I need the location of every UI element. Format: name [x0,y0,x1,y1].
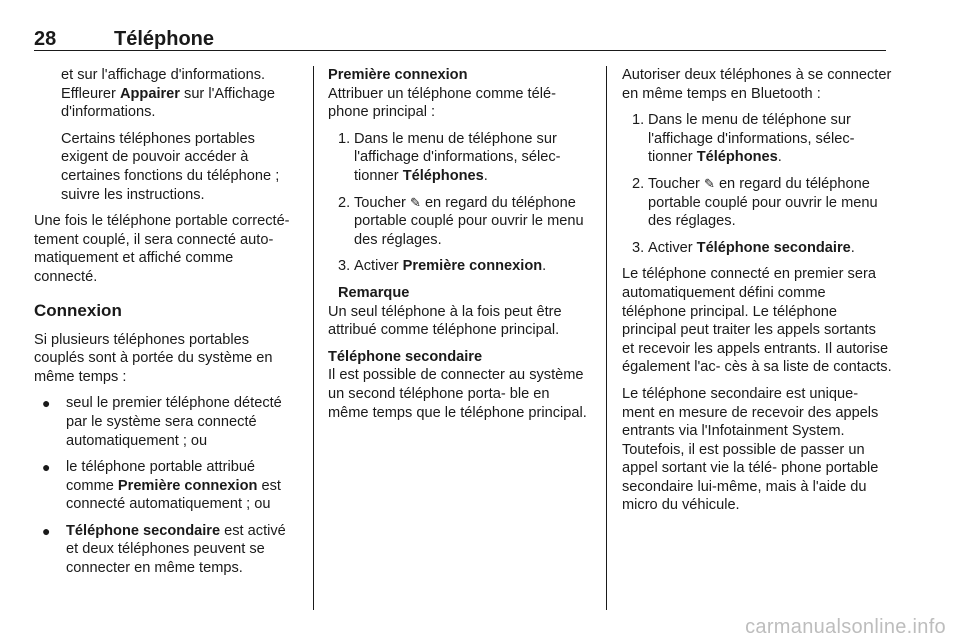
ui-term: Téléphone secondaire [66,522,221,539]
ui-term: Première connexion [402,258,543,275]
column-3 [622,66,892,523]
list-item: 3. Activer Première connexion. [338,258,547,275]
edit-icon: ✎ [409,194,421,210]
paragraph: Une fois le téléphone portable correcté- tement couplé, il sera connecté auto- matiquement et affiché comme connecté. [34,213,290,285]
paragraph: Le téléphone connecté en premier sera automatiquement défini comme téléphone principal. Le téléphone principal peut traiter les appels sortants et recevoir les appels entrants. Il autorise également l'ac- cès à sa liste de contacts. [622,266,892,376]
note-heading: Remarque [338,284,410,301]
step-number: 2. [338,194,351,211]
column-2 [328,66,594,430]
note-text: Un seul téléphone à la fois peut être attribué comme téléphone principal. [328,303,562,339]
page-number: 28 [34,28,57,50]
subheading: Téléphone secondaire [328,348,483,365]
ui-term: Téléphone secondaire [696,239,851,256]
step-number: 1. [338,130,351,147]
ui-term: Appairer [119,85,180,102]
bullet-icon: ● [42,395,51,412]
edit-icon: ✎ [703,175,715,191]
list-item: 2. Toucher ✎ en regard du téléphone portable couplé pour ouvrir le menu des réglages. [338,194,584,248]
ui-term: Téléphones [402,167,484,184]
ui-term: Première connexion [117,477,258,494]
numbered-list [622,111,892,257]
list-item: 2. Toucher ✎ en regard du téléphone portable couplé pour ouvrir le menu des réglages. [632,175,878,230]
list-item: ● Téléphone secondaire est activé et deux téléphones peuvent se connecter en même temps. [42,522,286,577]
list-item: ● le téléphone portable attribué comme Première connexion est connecté automatiquement ; ou [42,459,281,513]
subheading: Première connexion [328,67,468,83]
section-heading: Connexion [34,300,122,320]
list-item: 1. Dans le menu de téléphone sur l'affichage d'informations, sélec- tionner Téléphones. [632,112,855,166]
numbered-list [328,130,594,276]
column-1 [34,66,300,586]
paragraph: Le téléphone secondaire est unique- ment en mesure de recevoir des appels entrants via l'Infotainment System. Toutefois, il est possible de passer un appel sortant vie la télé- phone portable secondaire lui-même, mais à l'aide du micro du véhicule. [622,385,879,514]
column-divider [606,66,607,610]
list-item: 1. Dans le menu de téléphone sur l'affichage d'informations, sélec- tionner Téléphones. [338,130,561,184]
watermark: carmanualsonline.info [745,616,946,638]
page-header [34,28,886,51]
note [338,284,594,303]
bullet-icon: ● [42,522,51,539]
step-number: 1. [632,112,645,129]
ui-term: Téléphones [696,149,778,166]
paragraph: Il est possible de connecter au système un second téléphone porta- ble en même temps que le téléphone principal. [328,367,587,421]
list-item: ● seul le premier téléphone détecté par le système sera connecté automatiquement ; ou [42,395,282,449]
column-divider [313,66,314,610]
paragraph: et sur l'affichage d'informations. Effleurer Appairer sur l'Affichage d'informations. [61,67,275,121]
step-number: 3. [338,258,351,275]
page-title: Téléphone [114,28,215,50]
paragraph: Certains téléphones portables exigent de pouvoir accéder à certaines fonctions du téléphone ; suivre les instructions. [61,130,280,203]
step-number: 3. [632,239,645,256]
step-number: 2. [632,175,645,192]
paragraph: Attribuer un téléphone comme télé- phone principal : [328,85,556,121]
paragraph: Autoriser deux téléphones à se connecter en même temps en Bluetooth : [622,67,892,102]
list-item: 3. Activer Téléphone secondaire. [632,239,855,256]
bullet-icon: ● [42,459,51,476]
paragraph: Si plusieurs téléphones portables couplés sont à portée du système en même temps : [34,331,273,385]
bullet-list [34,394,300,577]
